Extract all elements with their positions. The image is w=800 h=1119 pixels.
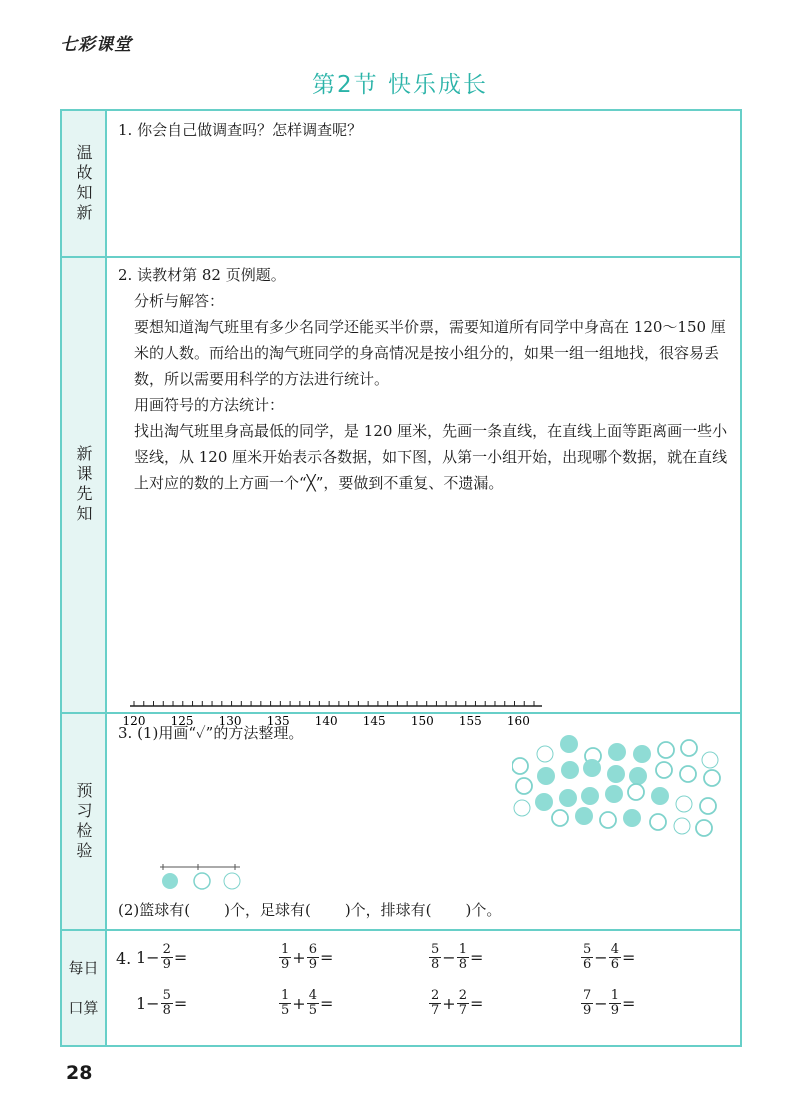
ball-cluster (512, 734, 727, 844)
fraction: $\frac{1}{8}$ (458, 942, 467, 972)
basketball-icon (535, 793, 553, 811)
calc-problem: $\frac{5}{6}$ − $\frac{4}{6}$ = (583, 942, 636, 972)
calc-problem: $\frac{1}{9}$ + $\frac{6}{9}$ = (281, 942, 334, 972)
football-icon (700, 798, 716, 814)
basketball-icon (581, 787, 599, 805)
analysis-heading: 分析与解答： (134, 292, 225, 310)
review-label: 温故知新 (74, 143, 93, 224)
preview-label-cell (62, 258, 107, 712)
football-icon (516, 778, 532, 794)
axis-tick-label: 135 (266, 714, 290, 728)
football-icon (628, 784, 644, 800)
basketball-icon (575, 807, 593, 825)
axis-tick-label: 130 (218, 714, 242, 728)
question-2: 2. 读教材第 82 页例题。 (118, 266, 286, 284)
calc-problem: $\frac{1}{5}$ + $\frac{4}{5}$ = (281, 988, 334, 1018)
basketball-icon (559, 789, 577, 807)
daily-row (62, 931, 740, 1045)
fraction: $\frac{2}{7}$ (458, 988, 467, 1018)
basketball-icon (608, 743, 626, 761)
basketball-icon (607, 765, 625, 783)
football-icon (512, 758, 528, 774)
fraction: $\frac{5}{8}$ (431, 942, 440, 972)
axis-tick-label: 160 (506, 714, 530, 728)
method-heading: 用画符号的方法统计： (134, 396, 285, 414)
axis-tick-label: 125 (170, 714, 194, 728)
volleyball-icon (514, 800, 530, 816)
tally-line (160, 864, 250, 894)
basketball-icon (633, 745, 651, 763)
fraction: $\frac{1}{9}$ (610, 988, 619, 1018)
fraction: $\frac{4}{6}$ (610, 942, 619, 972)
basketball-icon (560, 735, 578, 753)
football-icon (704, 770, 720, 786)
basketball-icon (561, 761, 579, 779)
daily-label-top: 每日 (68, 959, 99, 977)
football-icon (680, 766, 696, 782)
basketball-icon (651, 787, 669, 805)
section-title: 第2节 快乐成长 (312, 72, 488, 98)
basketball-icon (537, 767, 555, 785)
check-row (62, 714, 740, 931)
axis-tick-label: 155 (458, 714, 482, 728)
basketball-icon (605, 785, 623, 803)
analysis-paragraph: 要想知道淘气班里有多少名同学还能买半价票，需要知道所有同学中身高在 120～150 厘米的人数。而给出的淘气班同学的身高情况是按小组分的，如果一组一组地找，很容易丢数，所以需要用科学的方法进行统计。 (134, 318, 726, 388)
fraction: $\frac{5}{8}$ (162, 988, 171, 1018)
volleyball-icon (676, 796, 692, 812)
axis-tick-label: 150 (410, 714, 434, 728)
fraction: $\frac{2}{7}$ (431, 988, 440, 1018)
method-paragraph: 找出淘气班里身高最低的同学，是 120 厘米，先画一条直线，在直线上面等距离画一些小竖线，从 120 厘米开始表示各数据，如下图，从第一小组开始，出现哪个数据，就在直线上对应的数的上方画一个“╳”，要做到不重复、不遗漏。 (134, 422, 728, 492)
basketball-icon (162, 873, 178, 889)
football-icon (681, 740, 697, 756)
football-icon (552, 810, 568, 826)
daily-label-cell (62, 931, 107, 1045)
fraction: $\frac{7}{9}$ (583, 988, 592, 1018)
question-1: 1. 你会自己做调查吗？怎样调查呢？ (118, 121, 363, 139)
axis-tick-label: 120 (122, 714, 146, 728)
worksheet-table (60, 109, 742, 1047)
axis-tick-label: 140 (314, 714, 338, 728)
fraction: $\frac{1}{5}$ (281, 988, 290, 1018)
check-label: 预习检验 (74, 781, 93, 862)
basketball-icon (623, 809, 641, 827)
calc-problem: 1− $\frac{5}{8}$ = (136, 988, 188, 1018)
fraction: $\frac{5}{6}$ (583, 942, 592, 972)
fraction: $\frac{2}{9}$ (162, 942, 171, 972)
volleyball-icon (702, 752, 718, 768)
question-3a: 3. (1)用画“✓”的方法整理。 (118, 724, 304, 742)
football-icon (194, 873, 210, 889)
daily-label-bottom: 口算 (68, 999, 99, 1017)
fraction: $\frac{4}{5}$ (308, 988, 317, 1018)
review-label-cell (62, 111, 107, 256)
volleyball-icon (674, 818, 690, 834)
calc-problem: $\frac{7}{9}$ − $\frac{1}{9}$ = (583, 988, 636, 1018)
calc-problem: $\frac{5}{8}$ − $\frac{1}{8}$ = (431, 942, 484, 972)
axis-tick-label: 145 (362, 714, 386, 728)
basketball-icon (629, 767, 647, 785)
fraction: $\frac{1}{9}$ (281, 942, 290, 972)
calc-problem: $\frac{2}{7}$ + $\frac{2}{7}$ = (431, 988, 484, 1018)
question-3b: (2)篮球有( )个，足球有( )个，排球有( )个。 (118, 901, 502, 919)
page-number: 28 (66, 1062, 93, 1084)
football-icon (656, 762, 672, 778)
preview-label: 新课先知 (74, 445, 93, 525)
volleyball-icon (224, 873, 240, 889)
football-icon (696, 820, 712, 836)
basketball-icon (583, 759, 601, 777)
fraction: $\frac{6}{9}$ (308, 942, 317, 972)
football-icon (658, 742, 674, 758)
football-icon (650, 814, 666, 830)
brand-logo: 七彩课堂 (60, 35, 132, 55)
q4-number: 4. (116, 949, 132, 968)
volleyball-icon (537, 746, 553, 762)
check-label-cell (62, 714, 107, 929)
football-icon (600, 812, 616, 828)
review-row (62, 111, 740, 258)
calc-problem: 1− $\frac{2}{9}$ = (136, 942, 188, 972)
preview-row (62, 258, 740, 728)
